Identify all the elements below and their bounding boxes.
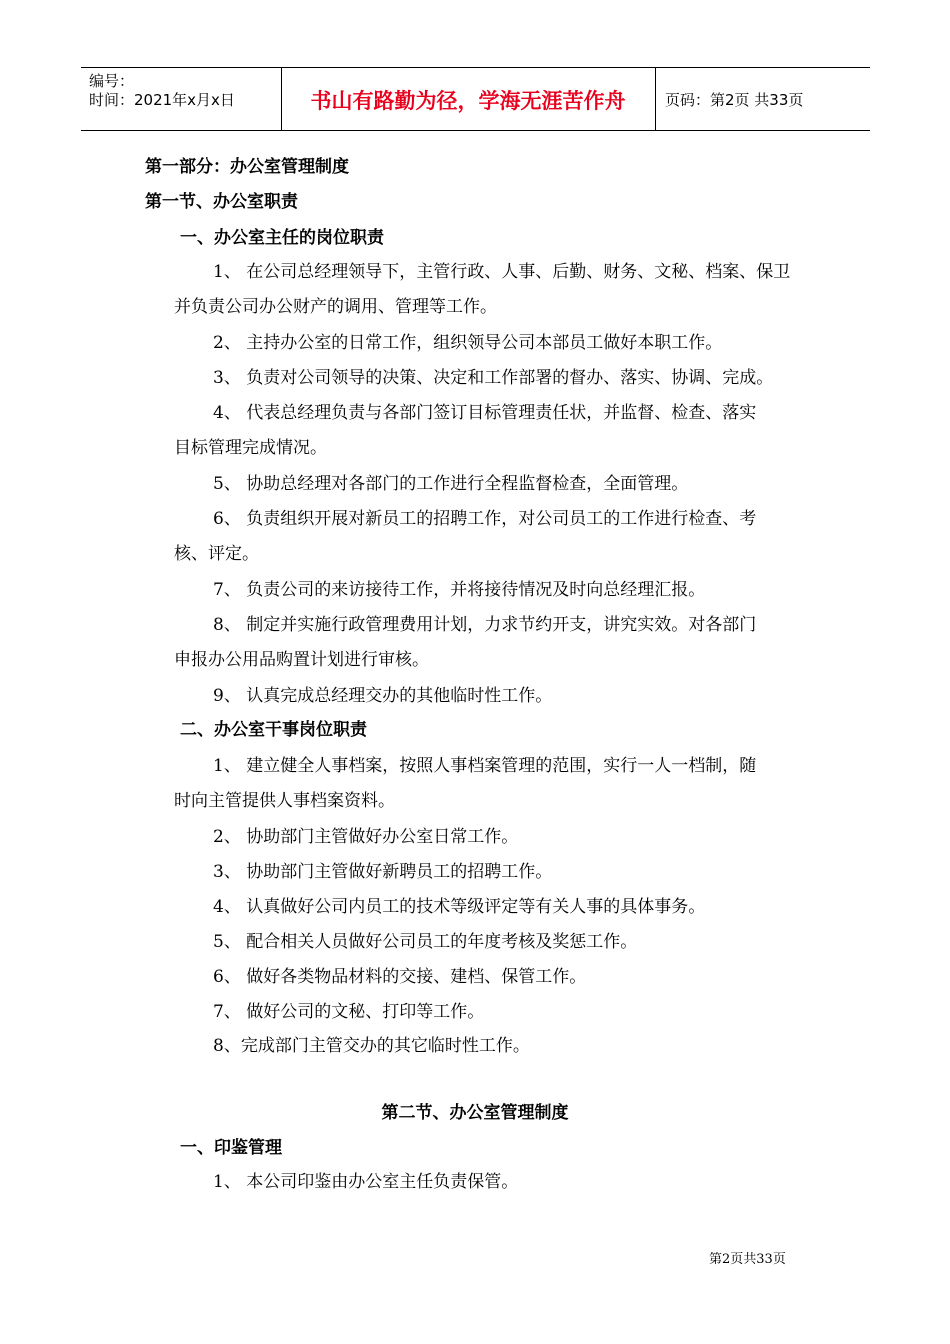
sub2-title: 二、办公室干事岗位职责: [180, 720, 367, 740]
header-page-label: 页码：第2页 共33页: [665, 91, 804, 109]
header-meta: [89, 72, 235, 110]
sub2-item: 1、 建立健全人事档案，按照人事档案管理的范围，实行一人一档制，随: [213, 756, 757, 776]
sub1-item: 9、 认真完成总经理交办的其他临时性工作。: [213, 686, 553, 706]
sub3-item: 1、 本公司印鉴由办公室主任负责保管。: [213, 1172, 519, 1192]
sub2-item-cont: 时向主管提供人事档案资料。: [174, 791, 395, 811]
sub1-title: 一、办公室主任的岗位职责: [180, 228, 384, 248]
document-header: [81, 67, 870, 131]
sub1-item: 8、 制定并实施行政管理费用计划，力求节约开支，讲究实效。对各部门: [213, 615, 757, 635]
sub3-title: 一、印鉴管理: [180, 1138, 282, 1158]
footer-page-number: 第2页共33页: [709, 1252, 786, 1267]
sub2-item: 2、 协助部门主管做好办公室日常工作。: [213, 827, 519, 847]
sub2-item: 5、 配合相关人员做好公司员工的年度考核及奖惩工作。: [213, 932, 638, 952]
sub2-item: 8、完成部门主管交办的其它临时性工作。: [213, 1036, 530, 1056]
part-title: 第一部分：办公室管理制度: [145, 157, 349, 177]
sub1-item-cont: 目标管理完成情况。: [174, 438, 327, 458]
sub2-item: 7、 做好公司的文秘、打印等工作。: [213, 1002, 485, 1022]
sub1-item: 4、 代表总经理负责与各部门签订目标管理责任状，并监督、检查、落实: [213, 403, 757, 423]
time-label: 时间：2021年x月x日: [89, 91, 235, 109]
header-motto: 书山有路勤为径，学海无涯苦作舟: [310, 89, 626, 113]
sub1-item: 5、 协助总经理对各部门的工作进行全程监督检查，全面管理。: [213, 474, 689, 494]
sub1-item: 3、 负责对公司领导的决策、决定和工作部署的督办、落实、协调、完成。: [213, 368, 774, 388]
section1-title: 第一节、办公室职责: [145, 192, 298, 212]
code-label: 编号：: [89, 72, 135, 90]
sub2-item: 6、 做好各类物品材料的交接、建档、保管工作。: [213, 967, 587, 987]
sub1-item: 6、 负责组织开展对新员工的招聘工作，对公司员工的工作进行检查、考: [213, 509, 757, 529]
sub2-item: 3、 协助部门主管做好新聘员工的招聘工作。: [213, 862, 553, 882]
sub1-item: 7、 负责公司的来访接待工作，并将接待情况及时向总经理汇报。: [213, 580, 706, 600]
sub1-item-cont: 核、评定。: [174, 544, 259, 564]
sub1-item-cont: 申报办公用品购置计划进行审核。: [174, 650, 429, 670]
sub1-item: 2、 主持办公室的日常工作，组织领导公司本部员工做好本职工作。: [213, 333, 723, 353]
section2-title: 第二节、办公室管理制度: [381, 1103, 569, 1123]
header-divider-right: [655, 68, 656, 130]
sub1-item: 1、 在公司总经理领导下，主管行政、人事、后勤、财务、文秘、档案、保卫: [213, 262, 791, 282]
sub1-item-cont: 并负责公司办公财产的调用、管理等工作。: [174, 297, 497, 317]
sub2-item: 4、 认真做好公司内员工的技术等级评定等有关人事的具体事务。: [213, 897, 706, 917]
